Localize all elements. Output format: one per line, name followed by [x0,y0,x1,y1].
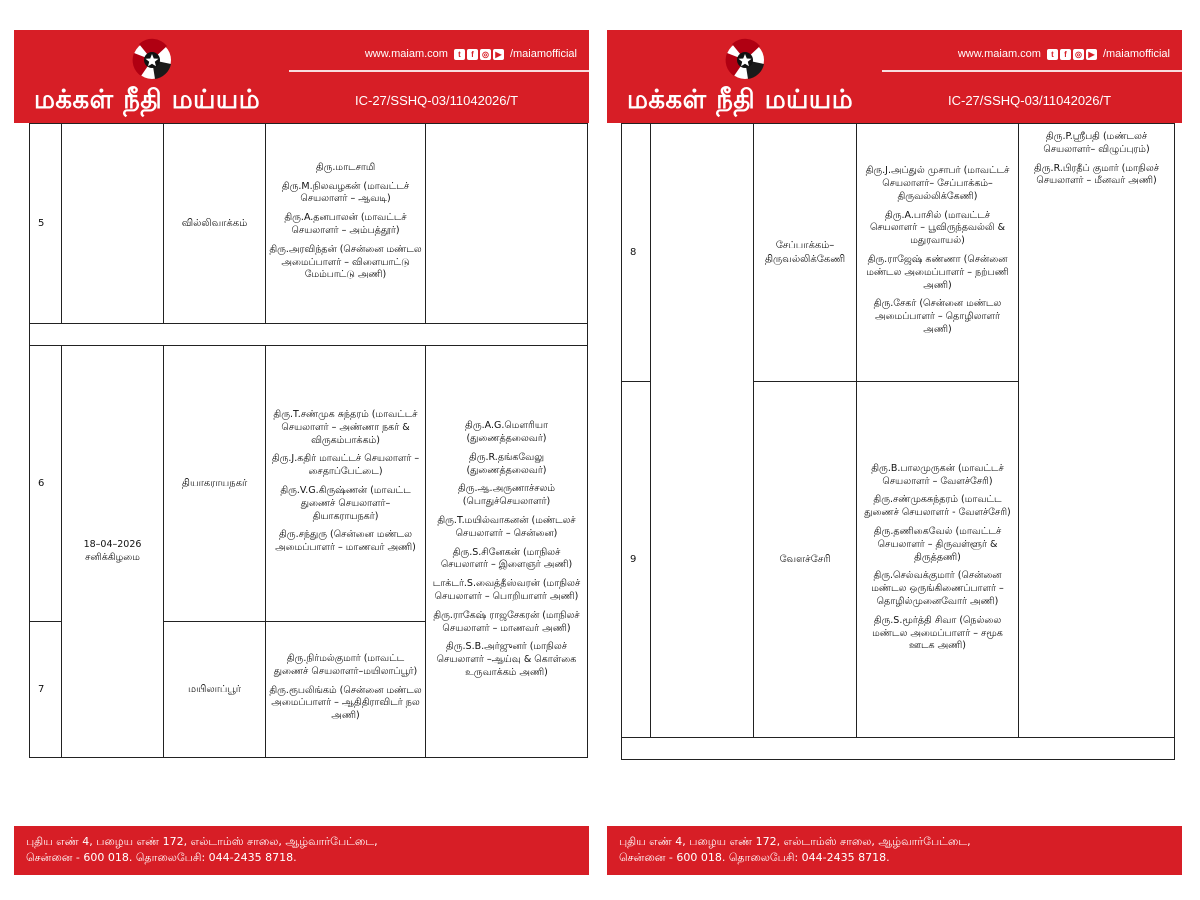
letterhead-page-right [607,30,1182,875]
serial-number: 5 [30,124,62,324]
website-link[interactable]: www.maiam.com [364,48,448,60]
leader-entry: திரு.ராகேஷ் ராஜசேகரன் (மாநிலச் செயலாளர் – மாணவர் அணி) [433,609,580,634]
serial-number: 6 [30,346,62,622]
youtube-icon[interactable]: ▶ [493,49,504,60]
serial-number: 9 [622,382,651,738]
party-logo-icon [720,38,770,82]
leader-entry: திரு.P.ஸ்ரீபதி (மண்டலச் செயலாளர்– விழுப்புரம்) [1043,131,1150,155]
leader-entry: திரு.நிர்மல்குமார் (மாவட்ட துணைச் செயலாளர்–மயிலாப்பூர்) [273,652,418,677]
reference-number: IC-27/SSHQ-03/11042026/T [948,93,1112,108]
leader-entry: திரு.செல்வக்குமார் (சென்னை மண்டல ஒருங்கிணைப்பாளர் – தொழில்முனைவோர் அணி) [871,570,1004,608]
web-contact-row [365,48,577,60]
twitter-icon[interactable]: t [1047,49,1058,60]
brand-name: மக்கள் நீதி மய்யம் [627,85,854,115]
state-leaders-cell [426,346,588,758]
footer-address-line: புதிய எண் 4, பழைய எண் 172, எல்டாம்ஸ் சாலை, ஆழ்வார்பேட்டை, [26,835,378,848]
web-contact-row [958,48,1170,60]
social-handle[interactable]: /maiamofficial [1102,48,1170,60]
footer-contact-line: சென்னை - 600 018. தொலைபேசி: 044-2435 8718. [26,850,297,864]
social-icons [454,49,504,60]
table-row-spacer [622,738,1175,760]
letterhead-header [607,30,1182,123]
twitter-icon[interactable]: t [454,49,465,60]
date-cell [62,124,164,324]
schedule-table [29,123,588,758]
leader-entry: திரு.அரவிந்தன் (சென்னை மண்டல அமைப்பாளர் – விளையாட்டு மேம்பாட்டு அணி) [269,243,422,281]
leader-entry: திரு.S.சினேகன் (மாநிலச் செயலாளர் – இளைஞர் அணி) [440,546,573,571]
state-leaders-cell [1019,124,1175,738]
leader-entry: திரு.A.G.மௌரியா (துணைத்தலைவர்) [465,420,548,444]
party-logo-icon [127,38,177,82]
table-row-spacer [30,324,588,346]
social-handle[interactable]: /maiamofficial [509,48,577,60]
reference-number: IC-27/SSHQ-03/11042026/T [355,93,519,108]
leader-entry: திரு.T.சண்முக சுந்தரம் (மாவட்டச் செயலாளர் – அண்ணா நகர் & விருகம்பாக்கம்) [273,408,418,446]
leader-entry: திரு.M.நிலவழகன் (மாவட்டச் செயலாளர் – ஆவடி) [281,180,410,205]
state-leaders-cell [426,124,588,324]
facebook-icon[interactable]: f [1060,49,1071,60]
constituency-name: மயிலாப்பூர் [164,622,266,758]
constituency-name: சேப்பாக்கம்– திருவல்லிக்கேணி [754,124,857,382]
leader-entry: திரு.சண்முகசுந்தரம் (மாவட்ட துணைச் செயலாளர் - வேளச்சேரி) [864,494,1011,519]
event-day: சனிக்கிழமை [85,551,140,563]
header-divider [882,70,1182,72]
header-divider [289,70,589,72]
brand-name: மக்கள் நீதி மய்யம் [34,85,261,115]
district-leaders-cell [266,622,426,758]
leader-entry: திரு.B.பாலமுருகன் (மாவட்டச் செயலாளர் – வேளச்சேரி) [871,462,1004,487]
table-row [622,124,1175,382]
leader-entry: திரு.J.கதிர் மாவட்டச் செயலாளர் – சைதாப்பேட்டை) [271,453,420,478]
date-cell [62,346,164,758]
leader-entry: திரு.ராஜேஷ் கண்ணா (சென்னை மண்டல அமைப்பாளர் – நற்பணி அணி) [866,254,1009,291]
leader-entry: திரு.A.பாசில் (மாவட்டச் செயலாளர் – பூவிருந்தவல்லி & மதுரவாயல்) [870,209,1005,247]
leader-entry: திரு.ஆ.அருணாச்சலம் (பொதுச்செயலாளர்) [457,483,556,508]
footer-address-line: புதிய எண் 4, பழைய எண் 172, எல்டாம்ஸ் சாலை, ஆழ்வார்பேட்டை, [619,835,971,848]
leader-entry: திரு.R.தங்கவேலு (துணைத்தலைவர்) [466,451,547,476]
serial-number: 7 [30,622,62,758]
leader-entry: திரு.தணிகைவேல் (மாவட்டச் செயலாளர் – திருவள்ளூர் & திருத்தணி) [873,525,1002,563]
serial-number: 8 [622,124,651,382]
leader-entry: திரு.T.மயில்வாகனன் (மண்டலச் செயலாளர் – சென்னை) [437,514,576,539]
letterhead-header [14,30,589,123]
event-date: 18–04–2026 [83,538,142,550]
instagram-icon[interactable]: ◎ [480,49,491,60]
leader-entry: திரு.சந்துரு (சென்னை மண்டல அமைப்பாளர் – மாணவர் அணி) [275,529,416,554]
leader-entry: திரு.மாடசாமி [315,161,376,173]
letterhead-footer [14,826,589,875]
constituency-name: வில்லிவாக்கம் [164,124,266,324]
social-icons [1047,49,1097,60]
letterhead-footer [607,826,1182,875]
leader-entry: திரு.J.அப்துல் முசாபர் (மாவட்டச் செயலாளர்– சேப்பாக்கம்– திருவல்லிக்கேணி) [865,165,1010,202]
leader-entry: திரு.R.பிரதீப் குமார் (மாநிலச் செயலாளர் – மீனவர் அணி) [1033,162,1160,187]
youtube-icon[interactable]: ▶ [1086,49,1097,60]
schedule-table [621,123,1175,760]
table-row [30,124,588,324]
leader-entry: திரு.S.B.அர்ஜுனர் (மாநிலச் செயலாளர் –ஆய்வு & கொள்கை உருவாக்கம் அணி) [436,641,577,679]
district-leaders-cell [266,124,426,324]
instagram-icon[interactable]: ◎ [1073,49,1084,60]
table-row [30,346,588,622]
leader-entry: டாக்டர்.S.வைத்தீஸ்வரன் (மாநிலச் செயலாளர் – பொறியாளர் அணி) [432,578,581,603]
facebook-icon[interactable]: f [467,49,478,60]
district-leaders-cell [857,124,1019,382]
constituency-name: தியாகராயநகர் [164,346,266,622]
website-link[interactable]: www.maiam.com [957,48,1041,60]
district-leaders-cell [857,382,1019,738]
leader-entry: திரு.S.மூர்த்தி சிவா (நெல்லை மண்டல அமைப்பாளர் – சமூக ஊடக அணி) [872,614,1003,652]
letterhead-page-left [14,30,589,875]
leader-entry: திரு.சேகர் (சென்னை மண்டல அமைப்பாளர் – தொழிலாளர் அணி) [873,298,1002,336]
date-cell [651,124,754,738]
leader-entry: திரு.V.G.கிருஷ்ணன் (மாவட்ட துணைச் செயலாளர்–தியாகராயநகர்) [280,485,411,522]
leader-entry: திரு.A.தனபாலன் (மாவட்டச் செயலாளர் – அம்பத்தூர்) [284,212,407,236]
leader-entry: திரு.ரூபலிங்கம் (சென்னை மண்டல அமைப்பாளர் – ஆதிதிராவிடர் நல அணி) [269,684,422,722]
constituency-name: வேளச்சேரி [754,382,857,738]
district-leaders-cell [266,346,426,622]
footer-contact-line: சென்னை - 600 018. தொலைபேசி: 044-2435 8718. [619,850,890,864]
